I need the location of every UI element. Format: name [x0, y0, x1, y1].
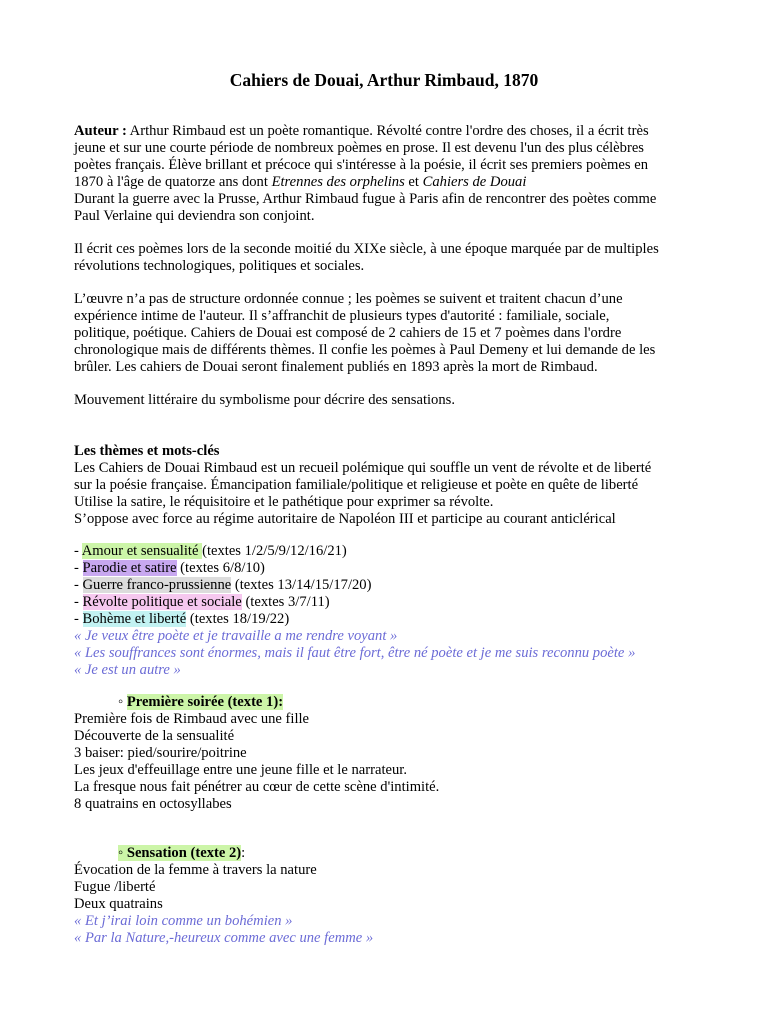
contexte-line: révolutions technologiques, politiques et sociales.	[74, 258, 365, 274]
texte1-line: Les jeux d'effeuillage entre une jeune fille et le narrateur.	[74, 762, 407, 778]
theme-label-revolte: Révolte politique et sociale	[82, 594, 242, 610]
contexte-line: Il écrit ces poèmes lors de la seconde moitié du XIXe siècle, à une époque marquée par de multiples	[74, 241, 659, 257]
theme-texts: (textes 1/2/5/9/12/16/21)	[202, 543, 347, 559]
auteur-text: Arthur Rimbaud est un poète romantique. Révolté contre l'ordre des choses, il a écrit très	[126, 123, 649, 139]
contexte-paragraph	[74, 241, 704, 275]
quote-line: « Les souffrances sont énormes, mais il faut être fort, être né poète et je me suis reconnu poète »	[74, 645, 636, 661]
texte1-line: 3 baiser: pied/sourire/poitrine	[74, 745, 247, 761]
auteur-text: 1870 à l'âge de quatorze ans dont	[74, 174, 272, 190]
theme-label-boheme: Bohème et liberté	[82, 611, 187, 627]
oeuvre-paragraph	[74, 291, 704, 376]
oeuvre-line: L’œuvre n’a pas de structure ordonnée connue ; les poèmes se suivent et traitent chacun d’une	[74, 291, 623, 307]
themes-heading: Les thèmes et mots-clés	[74, 443, 220, 459]
texte1-heading: Première soirée (texte 1):	[126, 694, 284, 710]
auteur-label: Auteur :	[74, 123, 127, 139]
texte1-line: La fresque nous fait pénétrer au cœur de cette scène d'intimité.	[74, 779, 440, 795]
auteur-line: Paul Verlaine qui deviendra son conjoint.	[74, 208, 315, 224]
theme-texts: (textes 6/8/10)	[176, 560, 265, 576]
texte1-heading-line	[118, 694, 704, 711]
theme-label-amour: Amour et sensualité	[81, 543, 203, 559]
auteur-line	[74, 174, 704, 191]
themes-line: Les Cahiers de Douai Rimbaud est un recueil polémique qui souffle un vent de révolte et de liberté	[74, 460, 652, 476]
themes-line: sur la poésie française. Émancipation familiale/politique et religieuse et poète en quête de liberté	[74, 477, 639, 493]
quote-line: « Par la Nature,-heureux comme avec une femme »	[74, 930, 374, 946]
list-item	[74, 577, 704, 594]
oeuvre-line: chronologique mais de différents thèmes. Il confie les poèmes à Paul Demeny et lui demande de les	[74, 342, 656, 358]
theme-label-parodie: Parodie et satire	[82, 560, 177, 576]
list-dash: -	[74, 560, 83, 576]
list-item	[74, 543, 704, 560]
quote-line: « Je est un autre »	[74, 662, 181, 678]
auteur-line: Durant la guerre avec la Prusse, Arthur Rimbaud fugue à Paris afin de rencontrer des poètes comme	[74, 191, 657, 207]
mouvement-paragraph	[74, 392, 704, 409]
oeuvre-line: expérience intime de l'auteur. Il s’affranchit de plusieurs types d'autorité : familiale, sociale,	[74, 308, 610, 324]
auteur-line: poètes français. Élève brillant et précoce qui s'intéresse à la poésie, il écrit ses premiers poèmes en	[74, 157, 648, 173]
texte1-line: Découverte de la sensualité	[74, 728, 235, 744]
list-item	[74, 560, 704, 577]
theme-texts: (textes 13/14/15/17/20)	[231, 577, 372, 593]
list-dash: -	[74, 611, 83, 627]
work-title: Cahiers de Douai	[422, 174, 527, 190]
theme-texts: (textes 18/19/22)	[186, 611, 290, 627]
quote-line: « Et j’irai loin comme un bohémien »	[74, 913, 293, 929]
texte2-heading-line	[118, 845, 704, 862]
list-dash: -	[74, 577, 83, 593]
mouvement-line: Mouvement littéraire du symbolisme pour décrire des sensations.	[74, 392, 455, 408]
oeuvre-line: brûler. Les cahiers de Douai seront finalement publiés en 1893 après la mort de Rimbaud.	[74, 359, 598, 375]
texte2-heading: Sensation (texte 2)	[126, 845, 242, 861]
bullet-icon: ◦	[118, 694, 127, 710]
quote-line: « Je veux être poète et je travaille a me rendre voyant »	[74, 628, 398, 644]
texte2-line: Deux quatrains	[74, 896, 163, 912]
auteur-paragraph	[74, 123, 704, 225]
auteur-text: et	[404, 174, 423, 190]
texte2-line: Fugue /liberté	[74, 879, 156, 895]
texte1-section	[74, 694, 704, 813]
auteur-line	[74, 123, 704, 140]
texte1-line: Première fois de Rimbaud avec une fille	[74, 711, 310, 727]
theme-list	[74, 543, 704, 679]
theme-label-guerre: Guerre franco-prussienne	[82, 577, 232, 593]
list-item	[74, 594, 704, 611]
texte2-line: Évocation de la femme à travers la nature	[74, 862, 317, 878]
page-title: Cahiers de Douai, Arthur Rimbaud, 1870	[229, 70, 539, 90]
oeuvre-line: politique, poétique. Cahiers de Douai est composé de 2 cahiers de 15 et 7 poèmes dans l'ordre	[74, 325, 622, 341]
bullet-icon: ◦	[118, 845, 127, 861]
list-dash: -	[74, 594, 83, 610]
texte2-colon: :	[241, 845, 246, 861]
work-title: Etrennes des orphelins	[271, 174, 405, 190]
theme-texts: (textes 3/7/11)	[241, 594, 330, 610]
themes-line: Utilise la satire, le réquisitoire et le pathétique pour exprimer sa révolte.	[74, 494, 494, 510]
auteur-line: jeune et sur une courte période de nombreux poèmes en prose. Il est devenu l'un des plus célèbres	[74, 140, 644, 156]
list-item	[74, 611, 704, 628]
themes-line: S’oppose avec force au régime autoritaire de Napoléon III et participe au courant anticlérical	[74, 511, 616, 527]
texte2-section	[74, 845, 704, 947]
texte1-line: 8 quatrains en octosyllabes	[74, 796, 232, 812]
themes-section	[74, 443, 704, 528]
texte2-heading-highlight	[118, 845, 241, 861]
list-dash: -	[74, 543, 82, 559]
